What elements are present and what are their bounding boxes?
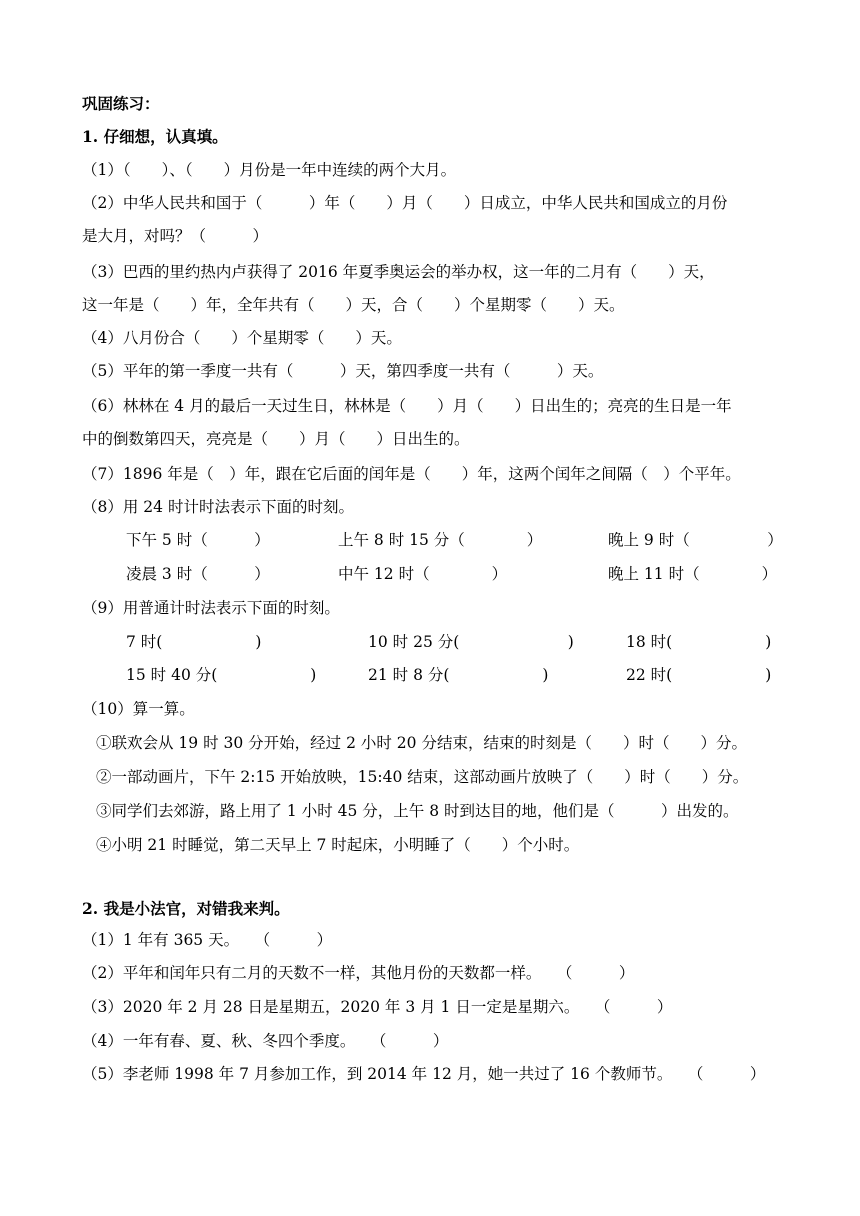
time12-item: 18 时( ) bbox=[626, 633, 772, 651]
calc-item: ②一部动画片，下午 2:15 开始放映，15:40 结束，这部动画片放映了（ ）时（ ）分。 bbox=[96, 768, 749, 786]
question-1-2b: 是大月，对吗？（ ） bbox=[82, 227, 269, 245]
worksheet-heading: 巩固练习： bbox=[82, 94, 160, 113]
time24-item: 上午 8 时 15 分（ ） bbox=[338, 531, 543, 549]
judge-item: （2）平年和闰年只有二月的天数不一样，其他月份的天数都一样。 （ ） bbox=[82, 964, 635, 982]
calc-item: ①联欢会从 19 时 30 分开始，经过 2 小时 20 分结束，结束的时刻是（ ）时（ ）分。 bbox=[96, 734, 747, 752]
time12-item: 21 时 8 分( ) bbox=[368, 666, 549, 684]
question-1-3a: （3）巴西的里约热内卢获得了 2016 年夏季奥运会的举办权，这一年的二月有（ ）天， bbox=[82, 263, 715, 281]
question-1-3b: 这一年是（ ）年，全年共有（ ）天，合（ ）个星期零（ ）天。 bbox=[82, 296, 625, 314]
question-1-8: （8）用 24 时计时法表示下面的时刻。 bbox=[82, 498, 354, 516]
question-1-2a: （2）中华人民共和国于（ ）年（ ）月（ ）日成立，中华人民共和国成立的月份 bbox=[82, 194, 728, 212]
question-1-6b: 中的倒数第四天，亮亮是（ ）月（ ）日出生的。 bbox=[82, 430, 470, 448]
time24-item: 下午 5 时（ ） bbox=[126, 531, 270, 549]
section2-title: 2. 我是小法官，对错我来判。 bbox=[82, 899, 290, 918]
question-1-9: （9）用普通计时法表示下面的时刻。 bbox=[82, 599, 340, 617]
time24-item: 中午 12 时（ ） bbox=[338, 565, 508, 583]
calc-item: ③同学们去郊游，路上用了 1 小时 45 分，上午 8 时到达目的地，他们是（ ）出发的。 bbox=[96, 802, 739, 820]
time12-item: 7 时( ) bbox=[126, 633, 262, 651]
question-1-6a: （6）林林在 4 月的最后一天过生日，林林是（ ）月（ ）日出生的；亮亮的生日是一年 bbox=[82, 397, 732, 415]
judge-item: （5）李老师 1998 年 7 月参加工作，到 2014 年 12 月，她一共过了 16 个教师节。 （ ） bbox=[82, 1065, 766, 1083]
judge-item: （3）2020 年 2 月 28 日是星期五，2020 年 3 月 1 日一定是星期六。 （ ） bbox=[82, 998, 673, 1016]
time24-item: 晚上 11 时（ ） bbox=[608, 565, 778, 583]
calc-item: ④小明 21 时睡觉，第二天早上 7 时起床，小明睡了（ ）个小时。 bbox=[96, 836, 580, 854]
question-1-7: （7）1896 年是（ ）年，跟在它后面的闰年是（ ）年，这两个闰年之间隔（ ）个平年。 bbox=[82, 465, 741, 483]
judge-item: （1）1 年有 365 天。 （ ） bbox=[82, 931, 333, 949]
question-1-4: （4）八月份合（ ）个星期零（ ）天。 bbox=[82, 329, 402, 347]
section1-title: 1. 仔细想，认真填。 bbox=[82, 127, 228, 146]
question-1-1: （1）（ ）、（ ）月份是一年中连续的两个大月。 bbox=[82, 161, 457, 179]
judge-item: （4）一年有春、夏、秋、冬四个季度。 （ ） bbox=[82, 1032, 449, 1050]
question-1-5: （5）平年的第一季度一共有（ ）天，第四季度一共有（ ）天。 bbox=[82, 362, 604, 380]
time24-item: 晚上 9 时（ ） bbox=[608, 531, 783, 549]
question-1-10: （10）算一算。 bbox=[82, 700, 195, 718]
time12-item: 10 时 25 分( ) bbox=[368, 633, 574, 651]
time24-item: 凌晨 3 时（ ） bbox=[126, 565, 270, 583]
time12-item: 22 时( ) bbox=[626, 666, 772, 684]
time12-item: 15 时 40 分( ) bbox=[126, 666, 317, 684]
